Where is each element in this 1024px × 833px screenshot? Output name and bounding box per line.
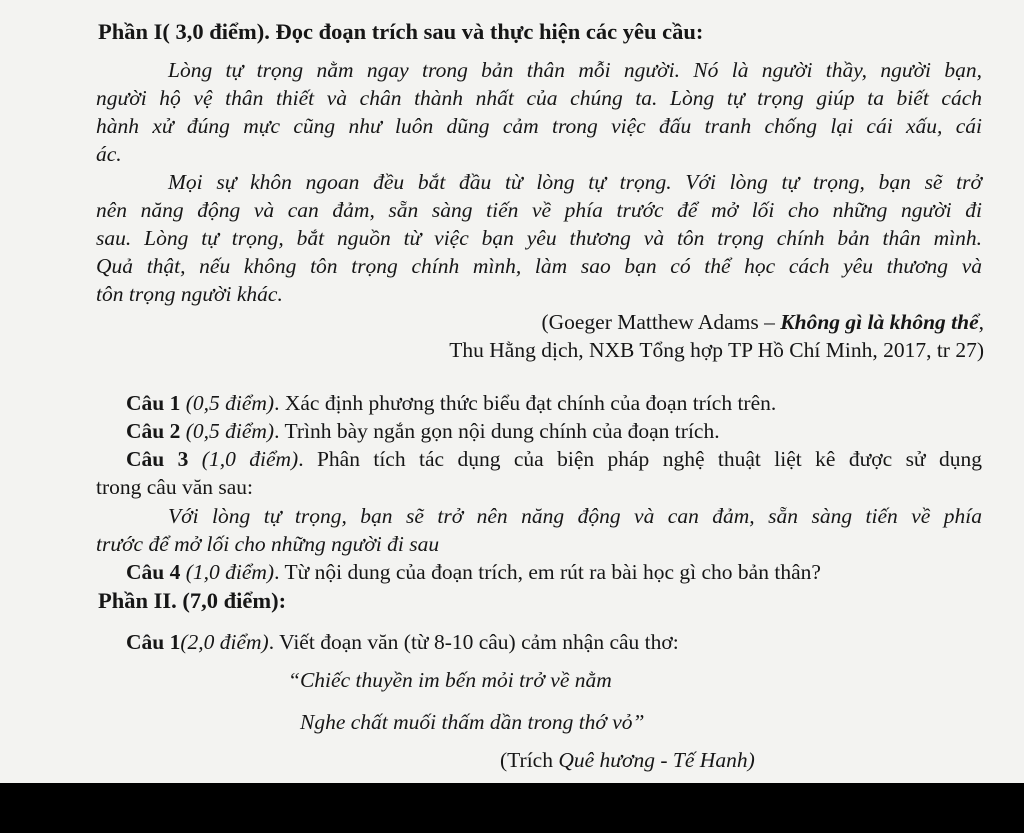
bottom-black-bar xyxy=(0,783,1024,833)
passage-line: Quả thật, nếu không tôn trọng chính mình, làm sao bạn có thể học cách yêu thương và xyxy=(96,254,982,278)
question-points: (0,5 điểm) xyxy=(180,391,275,415)
passage-line: hành xử đúng mực cũng như luôn dũng cảm trong việc đấu tranh chống lại cái xấu, cái xyxy=(96,114,982,138)
question-points: (1,0 điểm) xyxy=(180,560,275,584)
source-comma: , xyxy=(978,310,984,334)
question-points: (1,0 điểm) xyxy=(188,447,299,471)
passage-line: người hộ vệ thân thiết và chân thành nhất của chúng ta. Lòng tự trọng giúp ta biết cách xyxy=(96,86,982,110)
question-text: . Từ nội dung của đoạn trích, em rút ra bài học gì cho bản thân? xyxy=(274,560,821,584)
question-text: . Phân tích tác dụng của biện pháp nghệ thuật liệt kê được sử dụng xyxy=(298,447,982,471)
passage-line: ác. xyxy=(96,142,122,166)
source-title: Không gì là không thể xyxy=(780,310,979,334)
question-points: (0,5 điểm) xyxy=(180,419,275,443)
passage-line: Mọi sự khôn ngoan đều bắt đầu từ lòng tự trọng. Với lòng tự trọng, bạn sẽ trở xyxy=(168,170,982,194)
question-3-quote-line: Với lòng tự trọng, bạn sẽ trở nên năng động và can đảm, sẵn sàng tiến về phía xyxy=(168,504,982,528)
poem-line: Nghe chất muối thấm dần trong thớ vỏ” xyxy=(300,710,645,734)
citation-author: Tế Hanh) xyxy=(672,748,755,772)
passage-line: nên năng động và can đảm, sẵn sàng tiến về phía trước để mở lối cho những người đi xyxy=(96,198,982,222)
citation-prefix: (Trích xyxy=(500,748,559,772)
question-text: . Viết đoạn văn (từ 8-10 câu) cảm nhận câu thơ: xyxy=(268,630,679,654)
poem-citation xyxy=(500,747,755,773)
part2-heading: Phần II. (7,0 điểm): xyxy=(98,588,287,613)
source-line-2: Thu Hằng dịch, NXB Tổng hợp TP Hồ Chí Minh, 2017, tr 27) xyxy=(449,338,984,362)
question-text: . Trình bày ngắn gọn nội dung chính của đoạn trích. xyxy=(274,419,720,443)
question-2 xyxy=(126,418,720,444)
citation-separator: - xyxy=(655,748,673,772)
passage-line: tôn trọng người khác. xyxy=(96,282,283,306)
question-label: Câu 1 xyxy=(126,630,181,654)
source-author: (Goeger Matthew Adams – xyxy=(541,310,781,334)
question-3 xyxy=(126,446,982,472)
question-text: . Xác định phương thức biểu đạt chính của đoạn trích trên. xyxy=(274,391,777,415)
question-label: Câu 3 xyxy=(126,447,189,471)
question-label: Câu 4 xyxy=(126,560,181,584)
part2-question-1 xyxy=(126,629,679,655)
passage-line: sau. Lòng tự trọng, bắt nguồn từ việc bạn yêu thương và tôn trọng chính bản thân mình. xyxy=(96,226,982,250)
poem-line: “Chiếc thuyền im bến mỏi trở về nằm xyxy=(288,668,612,692)
question-label: Câu 2 xyxy=(126,419,181,443)
question-4 xyxy=(126,559,821,585)
part1-heading: Phần I( 3,0 điểm). Đọc đoạn trích sau và thực hiện các yêu cầu: xyxy=(98,19,704,44)
question-3-quote-line: trước để mở lối cho những người đi sau xyxy=(96,532,440,556)
question-points: (2,0 điểm) xyxy=(180,630,269,654)
source-line-1 xyxy=(541,309,984,335)
question-1 xyxy=(126,390,776,416)
citation-work: Quê hương xyxy=(558,748,655,772)
question-label: Câu 1 xyxy=(126,391,181,415)
passage-line: Lòng tự trọng nằm ngay trong bản thân mỗi người. Nó là người thầy, người bạn, xyxy=(168,58,982,82)
question-3-continuation: trong câu văn sau: xyxy=(96,475,254,499)
